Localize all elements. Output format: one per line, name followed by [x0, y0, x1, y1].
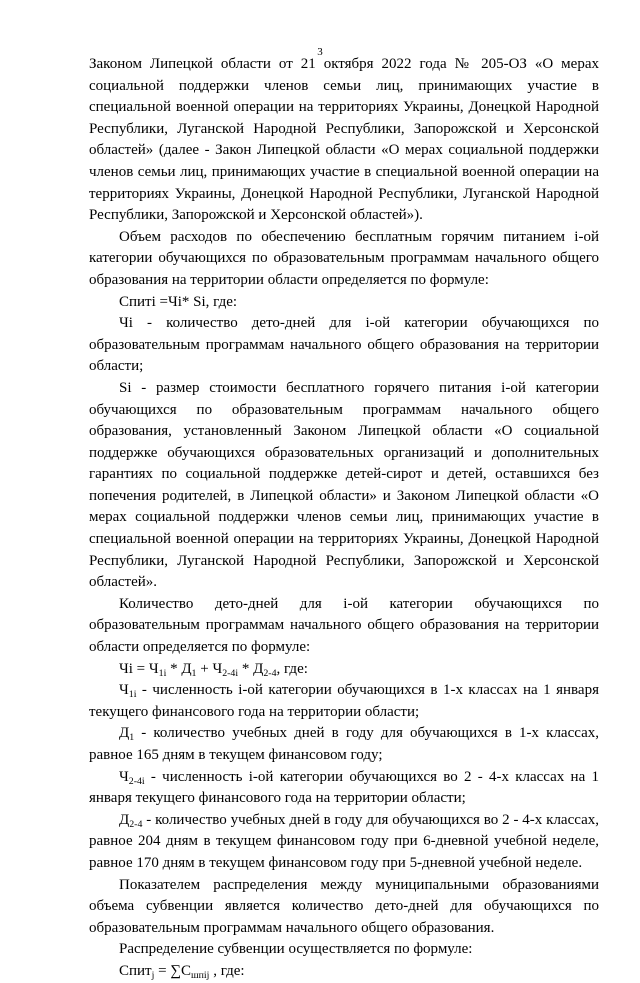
- paragraph-child-days-definition: Чі - количество дето-дней для i-ой категории обучающихся по образовательным программам начального общего образования на территории области;: [89, 315, 599, 375]
- paragraph-expense-volume: Объем расходов по обеспечению бесплатным горячим питанием i-ой категории обучающихся по образовательным программам начального общего образования на территории области определяется по формуле:: [89, 228, 599, 288]
- page-number: 3: [317, 46, 323, 58]
- paragraph-cost-definition: Si - размер стоимости бесплатного горячего питания i-ой категории обучающихся по образовательным программам начального общего образования, установленный Законом Липецкой области «О социальной поддержке обучающихся образовательных организаций и дополнительных гарантиях по социальной поддержке детей-сирот и детей, оставшихся без попечения родителей, в Липецкой области» и Законом Липецкой области «О мерах социальной поддержки членов семьи лиц, принимающих участие в специальной военной операции на территориях Украины, Донецкой Народной Республики, Луганской Народной Республики, Запорожской и Херсонской областей».: [89, 379, 599, 591]
- definition-first-grade-days: $Д_1$ - количество учебных дней в году для обучающихся в 1-х классах, равное 165 дням в текущем финансовом году;: [89, 725, 599, 763]
- definition-grades-2-4-days: $Д_{2-4}$ - количество учебных дней в году для обучающихся во 2 - 4-х классах, равное 204 дням в текущем финансовом году при 6-дневной учебной неделе, равное 170 дням в текущем финансовом году при 5-дневной учебной неделе.: [89, 811, 599, 871]
- definition-grades-2-4-count: $Ч_{2-4i}$ - численность i-ой категории обучающихся во 2 - 4-х классах на 1 января текущего финансового года на территории области;: [89, 768, 599, 807]
- paragraph-distribution-indicator: Показателем распределения между муниципальными образованиями объема субвенции является количество дето-дней для обучающихся по образовательным программам начального общего образования.: [89, 876, 599, 936]
- formula-expense: Спиті =Чі* Si, где:: [119, 293, 238, 310]
- paragraph-law-reference: Законом Липецкой области от 21 октября 2022 года № 205-ОЗ «О мерах социальной поддержки членов семьи лиц, принимающих участие в специальной военной операции на территориях Украины, Донецкой Народной Республики, Луганской Народной Республики, Запорожской и Херсонской областей» (далее - Закон Липецкой области «О мерах социальной поддержки членов семьи лиц, принимающих участие в специальной военной операции на территориях Украины, Донецкой Народной Республики, Луганской Народной Республики, Запорожской и Херсонской областей»).: [89, 56, 599, 224]
- formula-distribution: Спит$_j$ = $\sum С_{шпij}$ , где:: [119, 962, 245, 981]
- paragraph-child-days-intro: Количество дето-дней для i-ой категории обучающихся по образовательным программам начального общего образования на территории области определяется по формуле:: [89, 595, 599, 656]
- paragraph-distribution-intro: Распределение субвенции осуществляется по формуле:: [119, 941, 473, 958]
- definition-first-grade-count: $Ч_{1i}$ - численность i-ой категории обучающихся в 1-х классах на 1 января текущего финансового года на территории области;: [89, 682, 599, 720]
- document-body: [89, 54, 599, 983]
- formula-child-days: Чі = $Ч_{1i} * Д_1 + Ч_{2-4i} * Д_{2-4}$, где:: [119, 660, 308, 679]
